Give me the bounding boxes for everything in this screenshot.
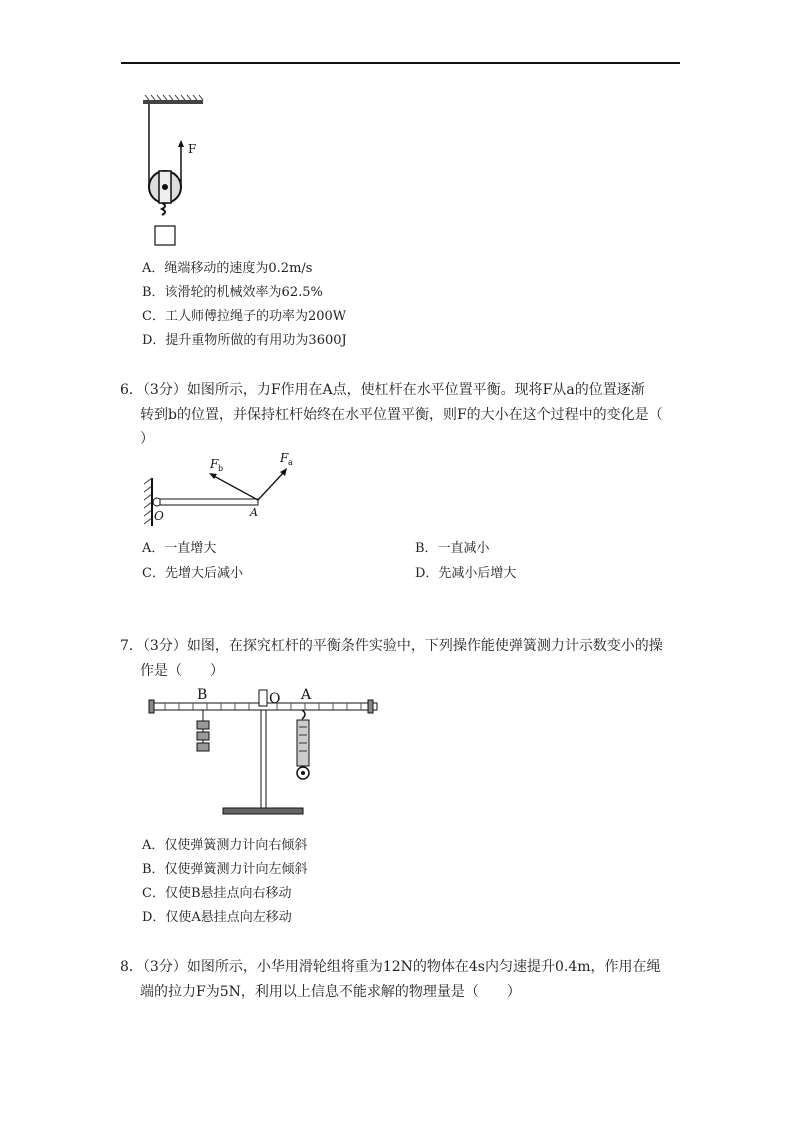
- q5-option-c: C．工人师傅拉绳子的功率为200W: [142, 309, 347, 324]
- label-O: O: [154, 509, 164, 523]
- label-F: F: [188, 142, 197, 156]
- q6-option-c: C．先增大后减小: [142, 566, 243, 581]
- q7-stem-line1: 7．（3分）如图，在探究杠杆的平衡条件实验中，下列操作能使弹簧测力计示数变小的操: [120, 638, 663, 654]
- label-Fb: F: [210, 457, 219, 471]
- q7-option-c: C．仅使B悬挂点向右移动: [142, 886, 292, 901]
- q6-stem-line1: 6．（3分）如图所示，力F作用在A点，使杠杆在水平位置平衡。现将F从a的位置逐渐: [120, 382, 645, 398]
- q7-option-d: D．仅使A悬挂点向左移动: [142, 910, 292, 925]
- pulley-figure: [135, 95, 205, 250]
- q6-option-a: A．一直增大: [142, 541, 217, 556]
- q6-option-b: B．一直减小: [415, 541, 490, 556]
- label-Fa: F: [280, 451, 289, 465]
- q5-option-b: B．该滑轮的机械效率为62.5%: [142, 285, 323, 300]
- q7-stem-line2: 作是（ ）: [140, 663, 224, 679]
- lever-figure: [140, 450, 310, 530]
- q6-stem-line3: ）: [140, 431, 154, 447]
- q6-option-d: D．先减小后增大: [415, 566, 517, 581]
- q8-stem-line2: 端的拉力F为5N，利用以上信息不能求解的物理量是（ ）: [140, 984, 521, 1000]
- header-rule: [121, 62, 680, 64]
- label-A: A: [250, 506, 258, 519]
- q7-option-b: B．仅使弹簧测力计向左倾斜: [142, 862, 308, 877]
- lever-experiment-figure: [145, 685, 385, 820]
- label-Fb-sub: b: [218, 464, 224, 473]
- label-B: B: [197, 687, 208, 703]
- q8-stem-line1: 8．（3分）如图所示，小华用滑轮组将重为12N的物体在4s内匀速提升0.4m，作用在绳: [120, 959, 661, 975]
- q7-option-a: A．仅使弹簧测力计向右倾斜: [142, 838, 308, 853]
- label-A: A: [301, 687, 312, 703]
- q6-stem-line2: 转到b的位置，并保持杠杆始终在水平位置平衡，则F的大小在这个过程中的变化是（: [140, 407, 663, 423]
- label-Fa-sub: a: [288, 458, 293, 467]
- q5-option-d: D．提升重物所做的有用功为3600J: [142, 333, 347, 348]
- q5-option-a: A．绳端移动的速度为0.2m/s: [142, 261, 313, 276]
- label-O: O: [269, 691, 281, 707]
